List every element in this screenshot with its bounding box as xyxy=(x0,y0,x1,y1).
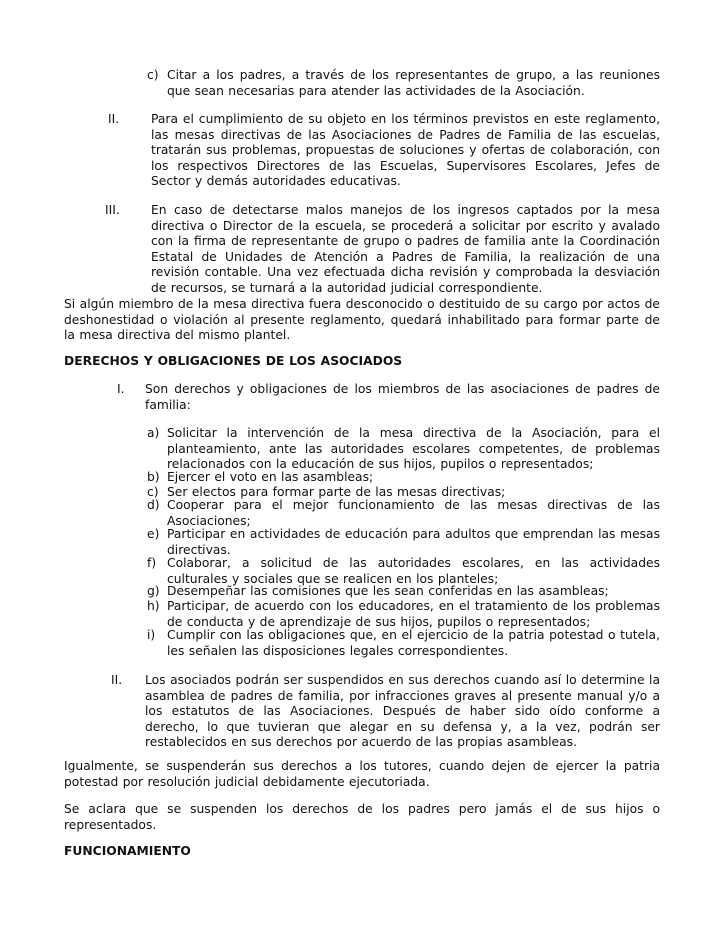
sub-item-i-text: Cumplir con las obligaciones que, en el ejercicio de la patria potestad o tutela, les señalen las disposiciones legales correspondientes. xyxy=(167,628,660,658)
sub-item-e-text: Participar en actividades de educación para adultos que emprendan las mesas directivas. xyxy=(167,527,660,557)
list-marker-iii: III. xyxy=(105,203,120,217)
list-marker-c: c) xyxy=(147,68,159,82)
heading-derechos: DERECHOS Y OBLIGACIONES DE LOS ASOCIADOS xyxy=(64,354,403,368)
list-item-ii-text: Para el cumplimiento de su objeto en los términos previstos en este reglamento, las mesas directivas de las Asociaciones de Padres de Familia de las escuelas, tratarán sus problemas, propuestas de soluciones y ofertas de colaboración, con los respectivos Directores de las Escuelas, Supervisores Escolares, Jefes de Sector y demás autoridades educativas. xyxy=(151,112,660,189)
sub-item-d-text: Cooperar para el mejor funcionamiento de las mesas directivas de las Asociaciones; xyxy=(167,498,660,528)
sub-item-g-text: Desempeñar las comisiones que les sean conferidas en las asambleas; xyxy=(167,584,609,598)
list-item-c-text: Citar a los padres, a través de los representantes de grupo, a las reuniones que sean necesarias para atender las actividades de la Asociación. xyxy=(167,68,660,98)
sub-marker-c: c) xyxy=(147,485,159,499)
sub-marker-i: i) xyxy=(147,628,156,642)
sub-marker-g: g) xyxy=(147,584,160,598)
sub-marker-e: e) xyxy=(147,527,160,541)
sub-marker-d: d) xyxy=(147,498,160,512)
list-item-iii-text: En caso de detectarse malos manejos de los ingresos captados por la mesa directiva o Director de la escuela, se procederá a solicitar por escrito y avalado con la firma de representante de grupo o padres de familia ante la Coordinación Estatal de Unidades de Atención a Padres de Familia, la realización de una revisión contable. Una vez efectuada dicha revisión y comprobada la desviación de recursos, se turnará a la autoridad judicial correspondiente. xyxy=(151,203,660,295)
sub-marker-a: a) xyxy=(147,426,160,440)
sub-item-h-text: Participar, de acuerdo con los educadores, en el tratamiento de los problemas de conducta y de aprendizaje de sus hijos, pupilos o representados; xyxy=(167,599,660,629)
paragraph-igualmente: Igualmente, se suspenderán sus derechos a los tutores, cuando dejen de ejercer la patria potestad por resolución judicial debidamente ejecutoriada. xyxy=(64,759,660,789)
sub-marker-f: f) xyxy=(147,556,157,570)
sub-marker-b: b) xyxy=(147,470,160,484)
list-item-derechos-ii-text: Los asociados podrán ser suspendidos en sus derechos cuando así lo determine la asamblea de padres de familia, por infracciones graves al presente manual y/o a los estatutos de las Asociaciones. Después de haber sido oído conforme a derecho, lo que tuvieran que alegar en su defensa y, a la vez, podrán ser restablecidos en sus derechos por acuerdo de las propias asambleas. xyxy=(145,673,660,750)
heading-funcionamiento: FUNCIONAMIENTO xyxy=(64,844,191,858)
list-item-i-text: Son derechos y obligaciones de los miembros de las asociaciones de padres de familia: xyxy=(145,382,660,412)
sub-marker-h: h) xyxy=(147,599,160,613)
list-marker-ii: II. xyxy=(108,112,120,126)
paragraph-miembro: Si algún miembro de la mesa directiva fuera desconocido o destituido de su cargo por actos de deshonestidad o violación al presente reglamento, quedará inhabilitado para formar parte de la mesa directiva del mismo plantel. xyxy=(64,297,660,343)
paragraph-aclara: Se aclara que se suspenden los derechos de los padres pero jamás el de sus hijos o representados. xyxy=(64,802,660,832)
list-marker-derechos-ii: II. xyxy=(111,673,123,687)
sub-item-a-text: Solicitar la intervención de la mesa directiva de la Asociación, para el planteamiento, ante las autoridades escolares competentes, de problemas relacionados con la educación de sus hijos, pupilos o representados; xyxy=(167,426,660,472)
list-marker-i: I. xyxy=(117,382,125,396)
sub-item-f-text: Colaborar, a solicitud de las autoridades escolares, en las actividades culturales y sociales que se realicen en los planteles; xyxy=(167,556,660,586)
sub-item-b-text: Ejercer el voto en las asambleas; xyxy=(167,470,374,484)
sub-item-c-text: Ser electos para formar parte de las mesas directivas; xyxy=(167,485,506,499)
